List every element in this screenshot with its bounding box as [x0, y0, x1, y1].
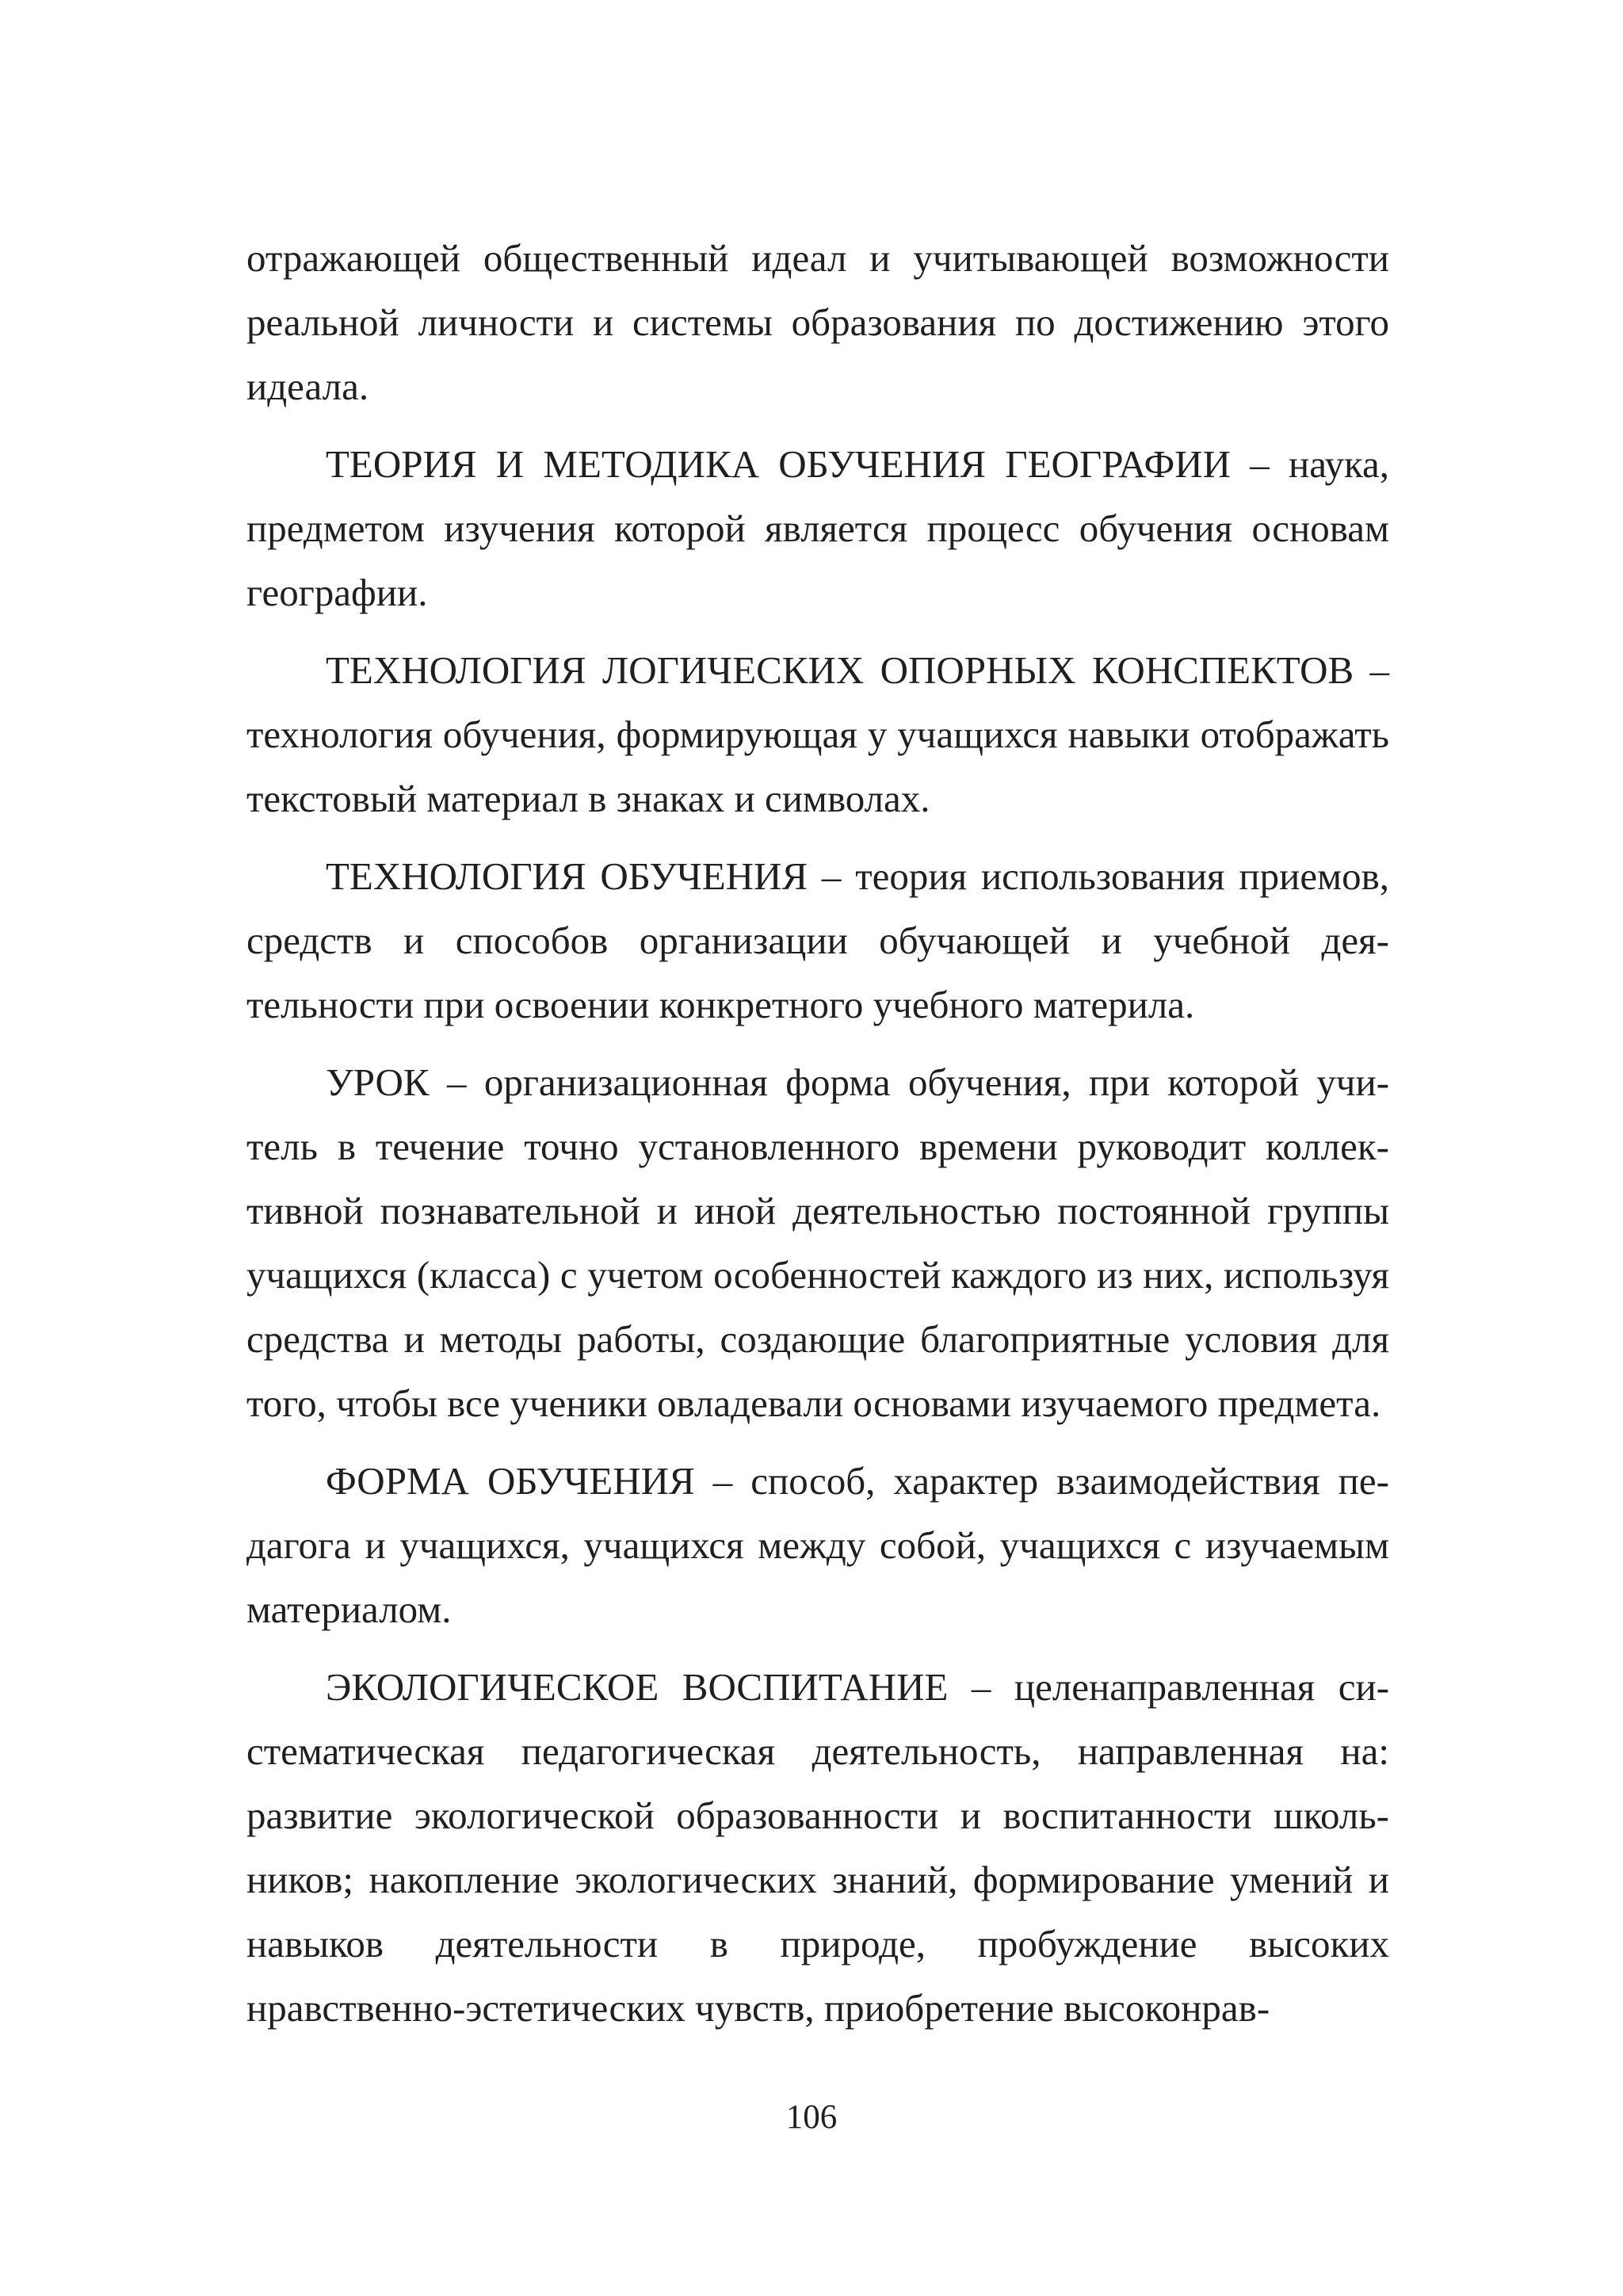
- glossary-text: [246, 226, 1389, 2040]
- entry-definition: целенаправленная систематическая педагогическая деятельность, направленная на: развитие экологической образованности и воспитанности школьников; накопление экологических знаний, формирование умений и навыков деятельности в природе, пробуждение высоких нравственно-эстетических чувств, приобретение высоконрав-: [246, 1665, 1390, 2030]
- entry-term: ТЕХНОЛОГИЯ ОБУЧЕНИЯ: [326, 854, 808, 898]
- entry-dash: –: [1354, 648, 1390, 692]
- entry-term: ФОРМА ОБУЧЕНИЯ: [326, 1459, 695, 1503]
- page-number: 106: [785, 2099, 838, 2136]
- entry-term: ТЕХНОЛОГИЯ ЛОГИЧЕСКИХ ОПОРНЫХ КОНСПЕКТОВ: [326, 648, 1354, 692]
- entry-definition: технология обучения, формирующая у учащихся навыки отображать текстовый материал в знаках и символах.: [246, 712, 1389, 820]
- entry-term: ЭКОЛОГИЧЕСКОЕ ВОСПИТАНИЕ: [326, 1665, 949, 1709]
- continuation-paragraph: отражающей общественный идеал и учитывающей возможности реальной личности и системы образования по достижению этого идеала.: [246, 236, 1389, 408]
- glossary-entry: [246, 432, 1389, 625]
- entry-term: ТЕОРИЯ И МЕТОДИКА ОБУЧЕНИЯ ГЕОГРАФИИ: [326, 442, 1231, 486]
- entry-definition: способ, характер взаимодействия педагога и учащихся, учащихся между собой, учащихся с изучаемым материалом.: [246, 1459, 1389, 1631]
- entry-dash: –: [808, 854, 856, 898]
- entry-dash: –: [694, 1459, 751, 1503]
- entry-dash: –: [948, 1665, 1014, 1709]
- glossary-entry: [246, 1050, 1389, 1435]
- glossary-entry: [246, 844, 1389, 1037]
- entry-dash: –: [429, 1060, 484, 1104]
- entry-definition: наука, предметом изучения которой является процесс обучения основам географии.: [246, 442, 1390, 614]
- glossary-entry: [246, 1449, 1389, 1641]
- glossary-entry: [246, 638, 1389, 831]
- entry-definition: организационная форма обучения, при которой учитель в течение точно установленного времени руководит коллективной познавательной и иной деятельностью постоянной группы учащихся (класса) с учетом особенностей каждого из них, используя средства и методы работы, создающие благоприятные условия для того, чтобы все ученики овладевали основами изучаемого предмета.: [246, 1060, 1390, 1425]
- entry-dash: –: [1230, 442, 1289, 486]
- entry-definition: теория использования приемов, средств и способов организации обучающей и учебной деятельности при освоении конкретного учебного материла.: [246, 854, 1389, 1026]
- entry-term: УРОК: [326, 1060, 430, 1104]
- glossary-entry: [246, 1655, 1389, 2040]
